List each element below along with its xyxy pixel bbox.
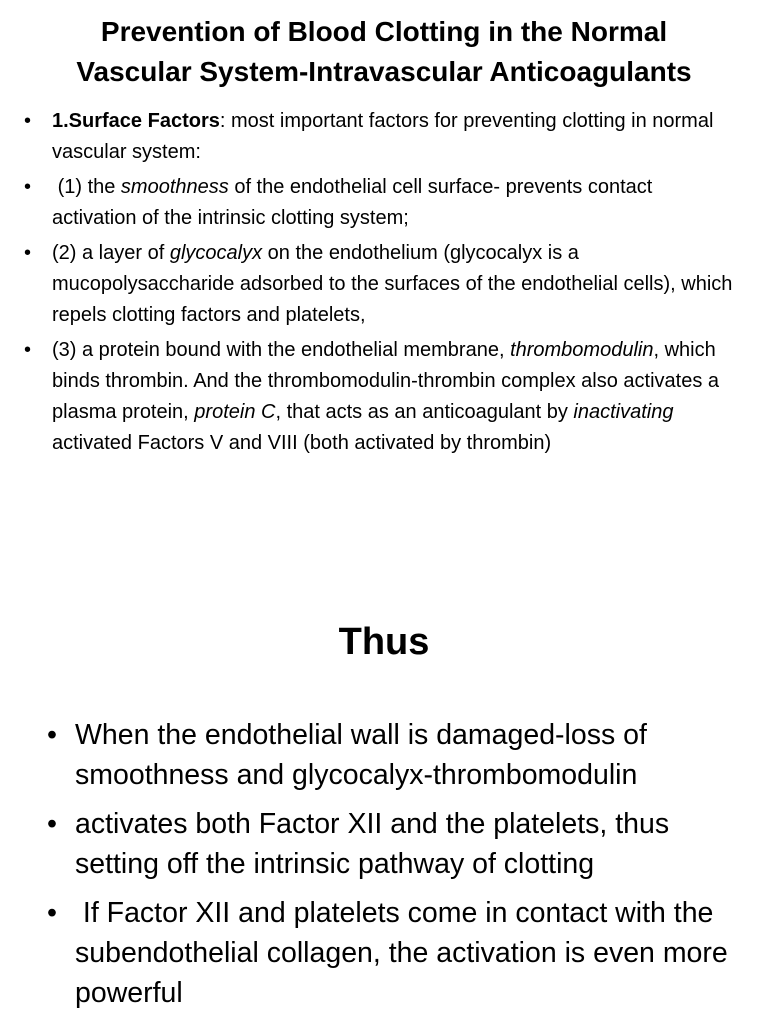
list-item-thrombomodulin bbox=[24, 335, 742, 459]
bullet-icon: • bbox=[24, 110, 32, 132]
bullet-icon: • bbox=[24, 339, 32, 361]
collagen-contact-text: If Factor XII and platelets come in contact with the subendothelial collagen, the activation is even more powerful bbox=[75, 897, 736, 1009]
thrombomodulin-text-b: , which binds thrombin. And the thrombomodulin-thrombin complex also activates a plasma protein, bbox=[52, 339, 725, 423]
inactivating-term: inactivating bbox=[573, 401, 674, 423]
slide-title: Thus bbox=[338, 621, 430, 663]
slide-title bbox=[40, 12, 728, 92]
title-line-1: Prevention of Blood Clotting in the Normal bbox=[100, 16, 668, 47]
bullet-icon: • bbox=[47, 897, 57, 929]
title-line-2: Vascular System-Intravascular Anticoagulants bbox=[76, 56, 692, 87]
list-item-damaged-wall bbox=[47, 715, 745, 795]
list-item-smoothness bbox=[24, 172, 742, 234]
bullet-icon: • bbox=[47, 719, 57, 751]
thrombomodulin-text-a: (3) a protein bound with the endothelial membrane, bbox=[52, 339, 511, 361]
bullet-icon: • bbox=[24, 242, 32, 264]
bullet-icon: • bbox=[24, 176, 32, 198]
anticoagulant-bullet-list bbox=[24, 106, 742, 463]
glycocalyx-text-pre: (2) a layer of bbox=[52, 242, 170, 264]
glycocalyx-term: glycocalyx bbox=[169, 242, 263, 264]
thrombomodulin-text-c: , that acts as an anticoagulant by bbox=[275, 401, 574, 423]
slide-thus bbox=[0, 600, 768, 1024]
bullet-icon: • bbox=[47, 808, 57, 840]
damaged-wall-text: When the endothelial wall is damaged-loss of smoothness and glycocalyx-thrombomodulin bbox=[75, 719, 647, 791]
list-item-collagen-contact bbox=[47, 893, 745, 1013]
activates-factor-xii-text: activates both Factor XII and the platelets, thus setting off the intrinsic pathway of clotting bbox=[75, 808, 670, 880]
thrombomodulin-term: thrombomodulin bbox=[510, 339, 654, 361]
surface-factors-heading: 1.Surface Factors bbox=[52, 110, 220, 132]
list-item-glycocalyx bbox=[24, 238, 742, 331]
thrombomodulin-text-d: activated Factors V and VIII (both activated by thrombin) bbox=[52, 401, 680, 454]
glycocalyx-text-post: on the endothelium (glycocalyx is a mucopolysaccharide adsorbed to the surfaces of the endothelial cells), which repels clotting factors and platelets, bbox=[52, 242, 733, 326]
list-item-surface-factors bbox=[24, 106, 742, 168]
smoothness-term: smoothness bbox=[120, 176, 229, 198]
thus-bullet-list bbox=[47, 715, 745, 1022]
slide-anticoagulants bbox=[0, 0, 768, 510]
smoothness-text-pre: (1) the bbox=[52, 176, 121, 198]
list-item-activates-factor-xii bbox=[47, 804, 745, 884]
protein-c-term: protein C bbox=[194, 401, 276, 423]
surface-factors-text: : most important factors for preventing clotting in normal vascular system: bbox=[52, 110, 714, 163]
smoothness-text-post: of the endothelial cell surface- prevents contact activation of the intrinsic clotting system; bbox=[52, 176, 653, 229]
